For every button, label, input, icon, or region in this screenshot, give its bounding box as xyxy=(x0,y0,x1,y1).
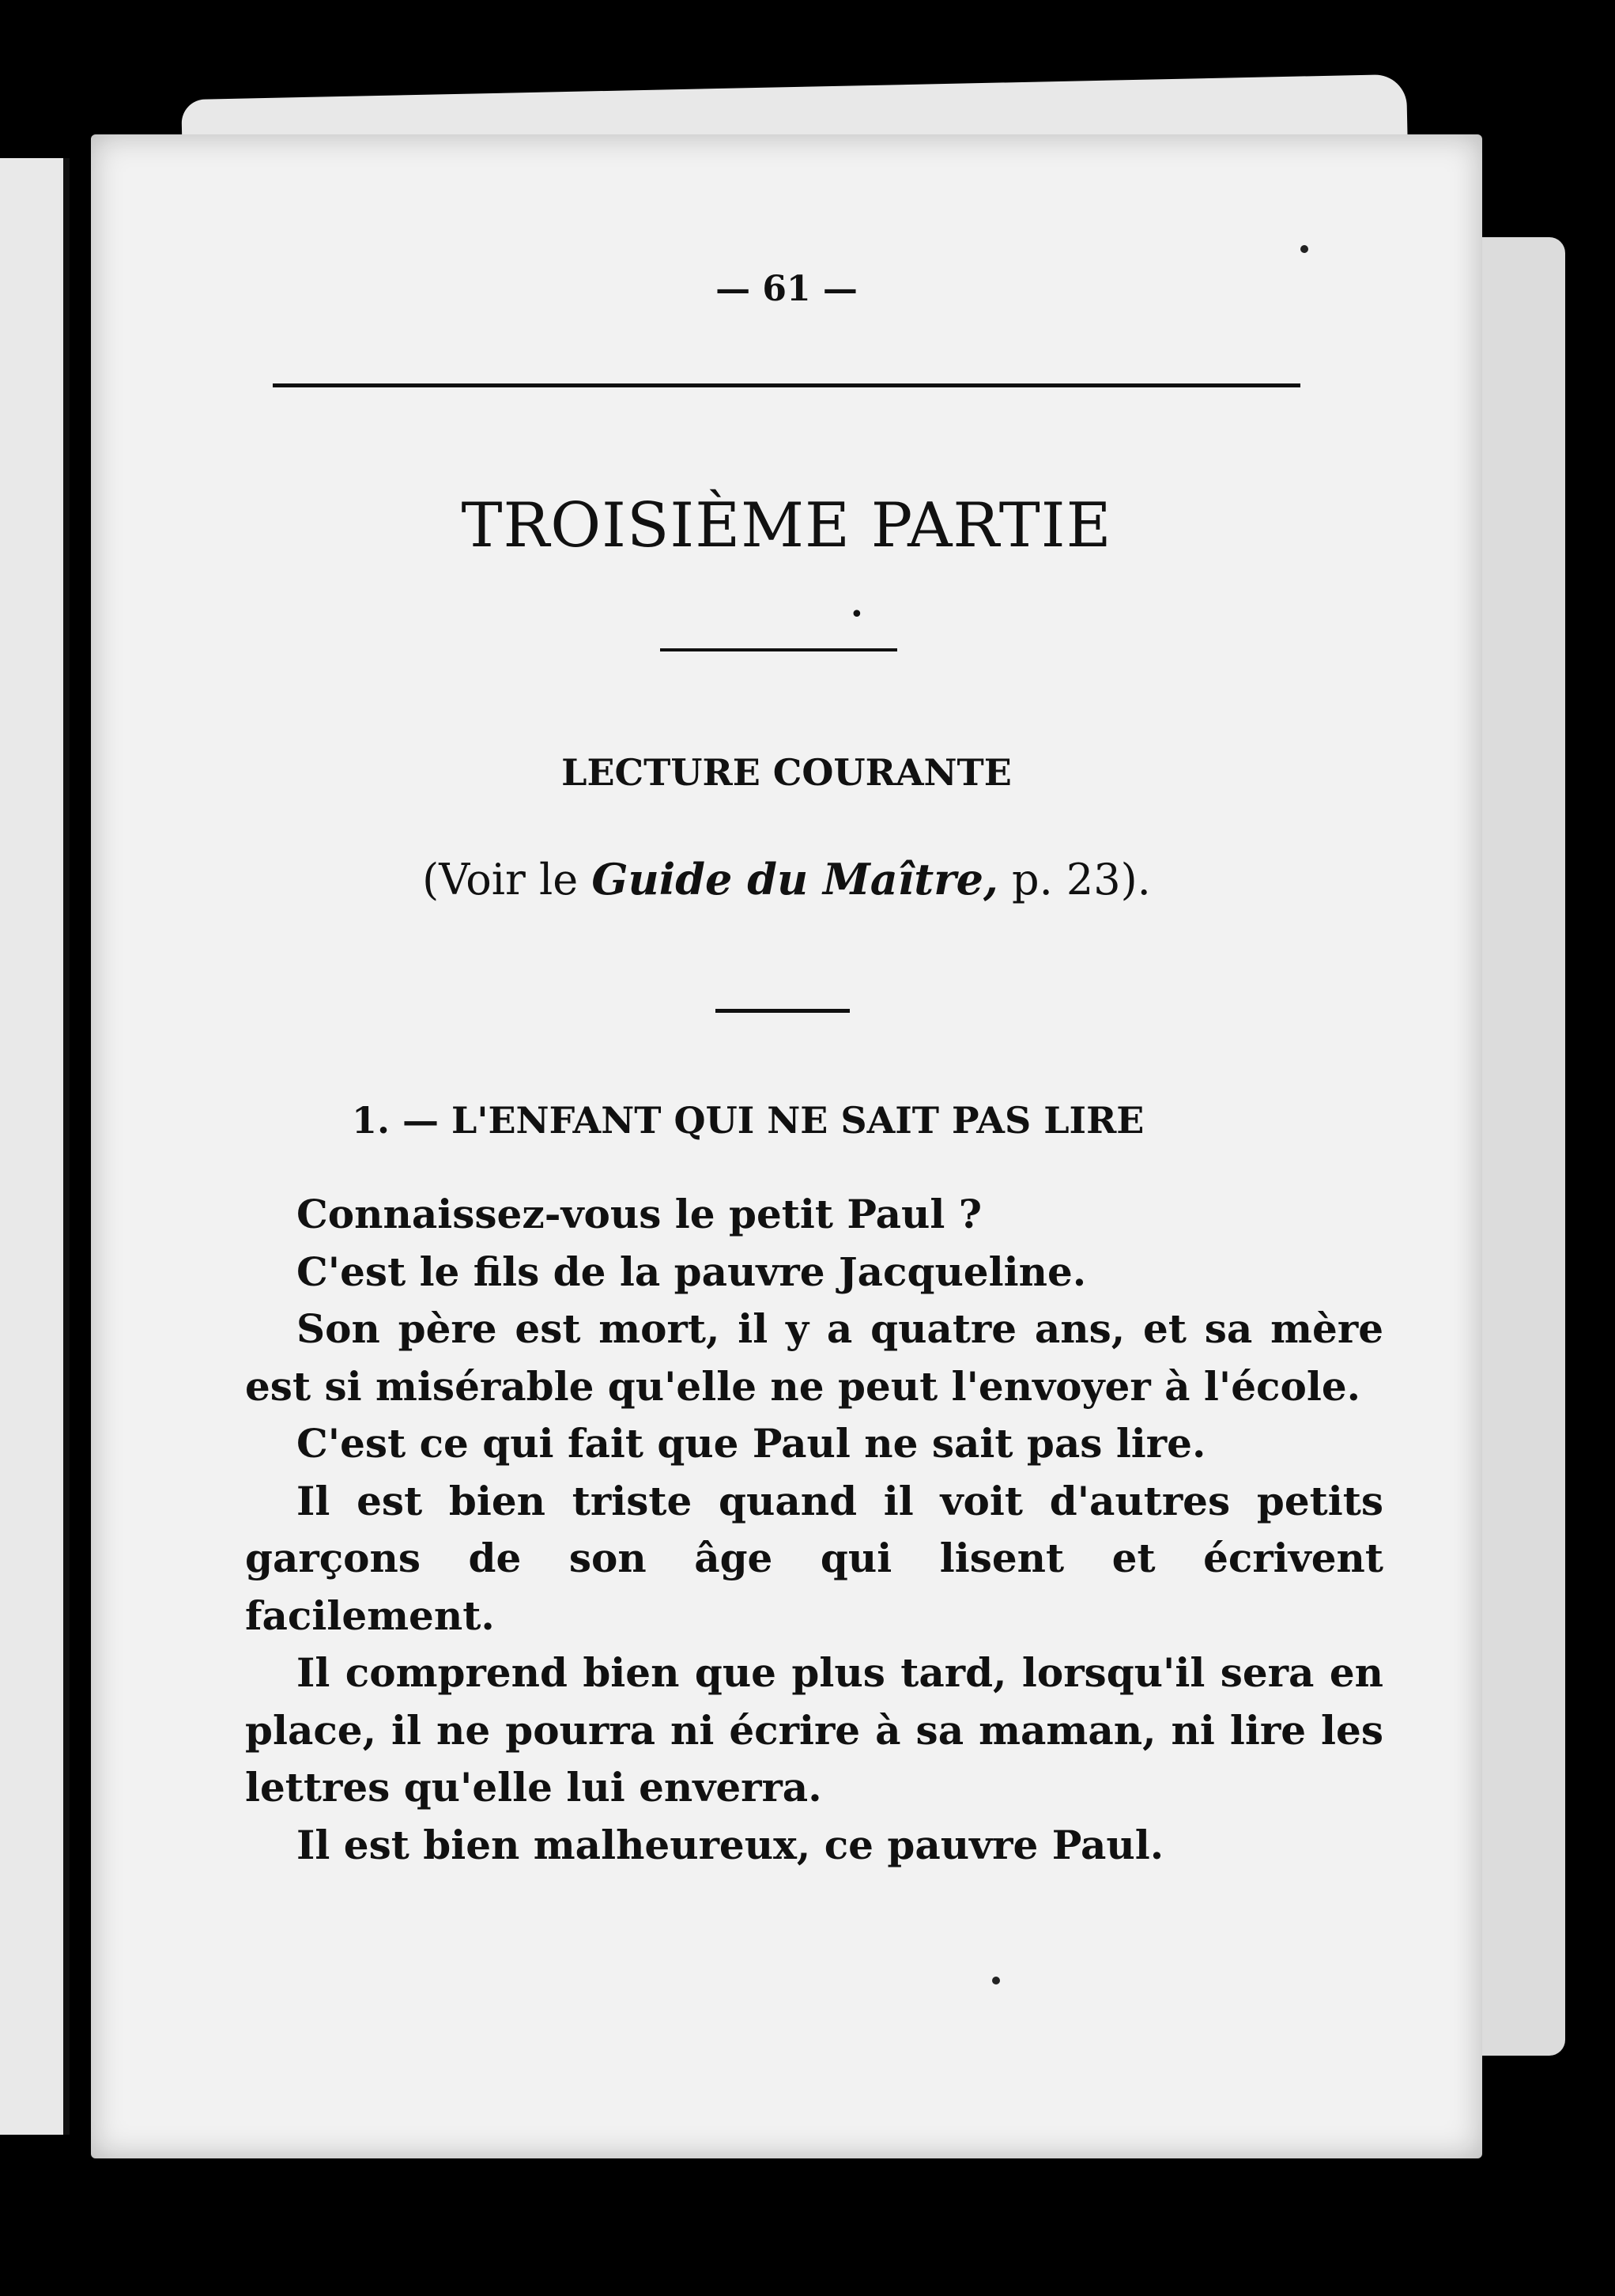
page-content xyxy=(91,134,1482,2158)
paragraph: Son père est mort, il y a quatre ans, et sa mère est si misérable qu'elle ne peut l'envoyer à l'école. xyxy=(245,1305,1383,1410)
ink-speck xyxy=(1300,245,1308,253)
paragraph: C'est le fils de la pauvre Jacqueline. xyxy=(296,1248,1087,1295)
ink-speck xyxy=(992,1977,1000,1984)
paragraph: Connaissez-vous le petit Paul ? xyxy=(296,1191,983,1237)
paragraph: Il comprend bien que plus tard, lorsqu'il sera en place, il ne pourra ni écrire à sa maman, ni lire les lettres qu'elle lui enverra. xyxy=(245,1649,1383,1811)
paragraph: C'est ce qui fait que Paul ne sait pas lire. xyxy=(296,1420,1206,1467)
paragraph: Il est bien malheureux, ce pauvre Paul. xyxy=(296,1821,1164,1868)
section-title: LECTURE COURANTE xyxy=(561,751,1012,794)
left-page-edge xyxy=(0,158,70,2135)
right-page-edge xyxy=(1478,237,1565,2056)
reference-italic: Guide du Maître, xyxy=(591,854,998,904)
header-rule xyxy=(273,383,1300,387)
lesson-body xyxy=(245,1186,1383,1874)
section-rule xyxy=(715,1009,850,1013)
guide-reference xyxy=(91,854,1482,904)
title-rule xyxy=(660,648,897,651)
reference-after: p. 23). xyxy=(998,855,1151,904)
paragraph: Il est bien triste quand il voit d'autres petits garçons de son âge qui lisent et écrivent facilement. xyxy=(245,1477,1383,1639)
reference-before: (Voir le xyxy=(422,855,592,904)
part-title: TROISIÈME PARTIE xyxy=(461,490,1112,561)
ornament-dot: • xyxy=(850,601,864,629)
lesson-title: 1. — L'ENFANT QUI NE SAIT PAS LIRE xyxy=(352,1099,1145,1142)
page-number: — 61 — xyxy=(715,269,858,309)
